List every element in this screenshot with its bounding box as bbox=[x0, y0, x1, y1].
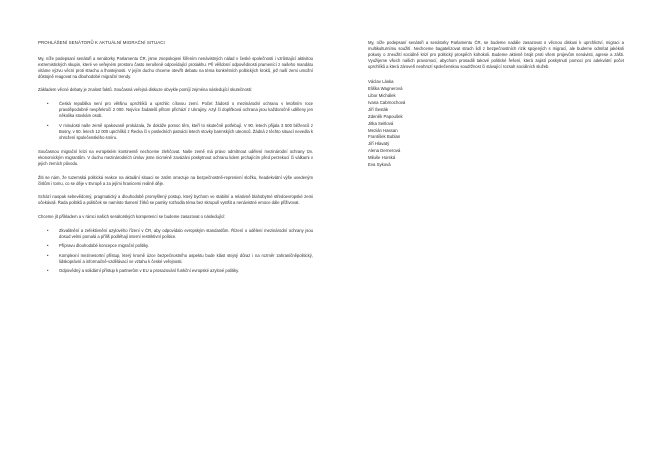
crisis-paragraph: Současnou migrační krizi na evropském kontinentě nechceme zlehčovat. Naše země má právo odmítnout udělení mezinárodní ochrany tzv. ekonomickým migrantům. V duchu mezinárodních úmluv jsme nicméně zavázáni poskytnout ochranu lidem prchajícím před perzekucí či válkami v jejich zemích původu. bbox=[38, 148, 313, 166]
commitments-list-item bbox=[47, 228, 313, 240]
signatory-name: Miluše Horská bbox=[368, 155, 396, 161]
commitments-list-item bbox=[47, 267, 313, 274]
right-column bbox=[368, 40, 624, 169]
commitments-intro-paragraph: Chceme jít příkladem a v rámci našich senátorských kompetencí se budeme zasazovat o následující: bbox=[38, 214, 226, 220]
facts-list-item bbox=[47, 101, 313, 119]
signatories-list bbox=[368, 79, 624, 169]
bullet-icon: • bbox=[47, 228, 49, 234]
political-reaction-paragraph: Žiti se nám, že tuzemská politická reakce na aktuální situaci se zatím omezuje na bezpečnostně-represivní složku, headekvátní výše uvedeným číslům i tomu, co se děje v Evropě a za jejími hranicemi reálně děje. bbox=[38, 174, 313, 186]
commitments-list-item-text: Přípravu dlouhodobé koncepce migrační politiky. bbox=[59, 243, 150, 249]
commitments-list-item bbox=[47, 252, 313, 265]
signatory-name: František Bublan bbox=[368, 134, 401, 140]
commitments-list bbox=[38, 228, 313, 274]
signatory-name: Eva Syková bbox=[368, 162, 391, 168]
closing-paragraph: My, níže podepsaní senátoři a senátorky Parlamentu ČR, se budeme nadále zasazovat o věcnou diskusi k uprchlictví, migraci a multikulturnímu soužití. Nechceme bagatelizovat strach lidí z bezpečnostních rizik spojených s migrací, ale budeme odmítat jakékoli pokusy o zneužití sociálně krizí pro politický prospěch kohokoli. Budeme aktivně brojit proti všem projevům nenávisti, agrese a zášti. Využijeme všech našich pravomocí, abychom prosadili takové politické řešení, která zajistí poskytnutí pomoci pro adekvátní počet uprchlíků a která zároveň neohrozí společenskou soudržnost či stávající rozsah sociálních služeb. bbox=[368, 40, 624, 70]
facts-list-item-text: Česká republika není pro většinu uprchlíků a uprchlic cílovou zemí. Počet žádostí o mezinárodní ochranu v letošním roce pravděpodobně nevpřekročí 2 000. Nejvíce žadatelů přitom přichází z Ukrajiny. Azyl či doplňková ochrana jsou každoročně uděleny jen několika stovkám osob. bbox=[59, 101, 313, 119]
bullet-icon: • bbox=[47, 252, 49, 258]
facts-list-item bbox=[47, 122, 313, 141]
bullet-icon: • bbox=[47, 122, 49, 128]
signatory-name: Jitka Seitlová bbox=[368, 120, 394, 126]
commitments-list-item-text: Odpovědný a solidární přístup k partnerům v EU a prosazování funkční evropské azylové politiky. bbox=[59, 267, 240, 273]
signatory-name: Libor Michálek bbox=[368, 93, 396, 99]
facts-list-item-text: V minulosti naše země opakovaně prokázala, že dokáže pomoc těm, kteří to skutečně potřebují. V 90. letech přijala 3 500 běženců z Bosny, v 50. letech 12 000 uprchlíků z Řecka či v posledních patnácti letech stovky barmských uteonců. Žádná z těchto situací nevedla k ohrožení společenského smíru. bbox=[59, 122, 313, 140]
signatory-name: Jiří Šesták bbox=[368, 106, 389, 112]
signatory-name: Eliška Wagnerová bbox=[368, 86, 403, 92]
commitments-list-item bbox=[47, 243, 313, 249]
bullet-icon: • bbox=[47, 267, 49, 273]
facts-intro-paragraph: Základem věcné debaty je znalost faktů. Současná veřejná diskuze obvykle pomíjí zejména následující skutečnosti: bbox=[38, 87, 253, 93]
signatory-name: Ivana Cabrnochová bbox=[368, 99, 406, 105]
signatory-name: Václav Láska bbox=[368, 79, 394, 85]
approach-paragraph: Schází naopak sebevědomý, pragmatický a dlouhodobě promyšlený postup, který bychom ve stabilní a relativně blahobytné středoevropské zemi očekávali. Řada politiků a političek se namísto tlumení žírků se pamky rozhodla téma bez skrupulí vystšit a nenávistné emoce dále přiživovat. bbox=[38, 194, 313, 206]
commitments-list-item-text: Komplexní mezinesortní přístup, který kromě úzce bezpečnostního aspektu bude klást stejný důraz i na rozměr zahraničněpolitický, lidskoprávní a informačně-vzdělávací ve vztahu k české veřejnosti. bbox=[59, 252, 313, 264]
bullet-icon: • bbox=[47, 101, 49, 107]
commitments-list-item-text: Zkvalitnění a zefektivnění azylového řízení v ČR, aby odpovídalo evropským standardům. Řízení o udělení mezinárodní ochrany jsou dosud velmi pomalá a příliš podléhají interní restriktivní politice. bbox=[59, 228, 313, 240]
left-column bbox=[38, 40, 313, 282]
bullet-icon: • bbox=[47, 243, 49, 249]
facts-list bbox=[38, 101, 313, 140]
signatory-name: Zdeněk Papoušek bbox=[368, 113, 403, 119]
signatory-name: Alena Dernerová bbox=[368, 148, 401, 154]
signatory-name: Mezián Hassan bbox=[368, 127, 398, 133]
signatory-name: Jiří Hlavatý bbox=[368, 141, 390, 147]
document-title: PROHLÁŠENÍ SENÁTORŮ K AKTUÁLNÍ MIGRAČNÍ SITUACI bbox=[38, 40, 165, 45]
intro-paragraph: My, níže podepsaní senátoři a senátorky Parlamentu ČR, jsme znepokojeni šířením nenávistných nálad v české společnosti i vzrůstající aktivitou extremistických skupin, které ve veřejném prostoru často nerušeně odpovídající protiakhu. Při věšdomí odpovědnosti pramenící z našeho mandátu vítáme výzvu věcní proti strachu a lhostejnosti. V jejím duchu chceme otevřít debatu na téma konkrétních politických kroků, jež naší zemi umožní důstojně reagovat na dlouhodobé migrační trendy. bbox=[38, 55, 313, 79]
